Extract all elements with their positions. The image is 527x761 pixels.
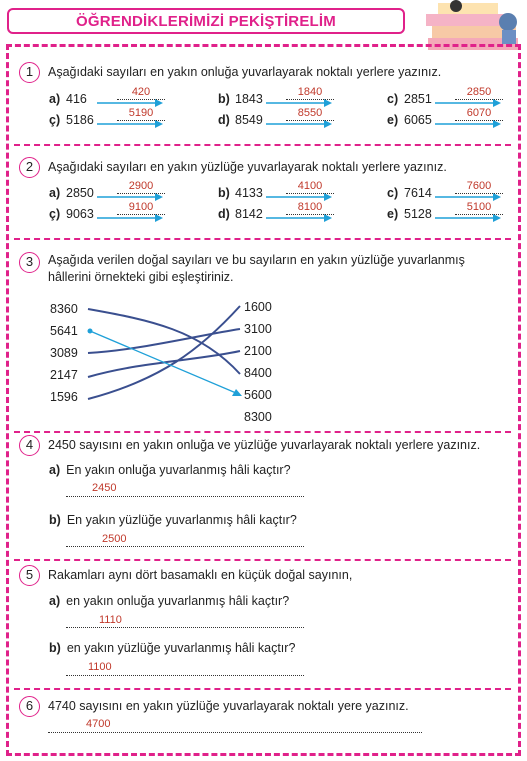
- match-line-8360: [88, 309, 240, 374]
- right-number: 8300: [244, 410, 272, 424]
- q4-answer-b: 2500: [102, 533, 127, 545]
- question-5-number: 5: [19, 565, 40, 586]
- right-number: 5600: [244, 388, 272, 402]
- question-1-number: 1: [19, 62, 40, 83]
- separator: [14, 431, 511, 433]
- q5-answer-b: 1100: [88, 661, 112, 673]
- question-5-text: Rakamları aynı dört basamaklı en küçük doğal sayının,: [48, 568, 353, 582]
- q4-dotted-line-b: [66, 546, 304, 547]
- q5-dotted-line-a: [66, 627, 304, 628]
- right-number: 8400: [244, 366, 272, 380]
- q5-sub-b: b) en yakın yüzlüğe yuvarlanmış hâli kaçtır?: [49, 641, 296, 655]
- right-number: 3100: [244, 322, 272, 336]
- right-number: 1600: [244, 300, 272, 314]
- separator: [14, 559, 511, 561]
- match-line-2147: [88, 351, 240, 377]
- q4-dotted-line-a: [66, 496, 304, 497]
- q5-dotted-line-b: [66, 675, 304, 676]
- left-number: 5641: [50, 324, 78, 338]
- question-3-number: 3: [19, 252, 40, 273]
- q5-sub-a: a) en yakın onluğa yuvarlanmış hâli kaçtır?: [49, 594, 290, 608]
- q4-answer-a: 2450: [92, 482, 117, 494]
- question-4-text: 2450 sayısını en yakın onluğa ve yüzlüğe yuvarlayarak noktalı yerlere yazınız.: [48, 438, 481, 452]
- question-1-text: Aşağıdaki sayıları en yakın onluğa yuvarlayarak noktalı yerlere yazınız.: [48, 65, 442, 79]
- example-arrow-5641: [90, 331, 236, 393]
- left-number: 8360: [50, 302, 78, 316]
- separator: [14, 688, 511, 690]
- question-2-number: 2: [19, 157, 40, 178]
- question-6-number: 6: [19, 696, 40, 717]
- example-arrow-start: [88, 329, 93, 334]
- q4-sub-a: a) En yakın onluğa yuvarlanmış hâli kaçtır?: [49, 463, 291, 477]
- left-number: 3089: [50, 346, 78, 360]
- question-3-text-line2: hâllerini örnekteki gibi eşleştiriniz.: [48, 270, 234, 284]
- q5-answer-a: 1110: [99, 614, 122, 626]
- question-3-text-line1: Aşağıda verilen doğal sayıları ve bu sayıların en yakın yüzlüğe yuvarlanmış: [48, 253, 465, 267]
- left-number: 1596: [50, 390, 78, 404]
- q6-dotted-line: [48, 732, 422, 733]
- question-6-text: 4740 sayısını en yakın yüzlüğe yuvarlayarak noktalı yere yazınız.: [48, 699, 409, 713]
- right-number: 2100: [244, 344, 272, 358]
- left-number: 2147: [50, 368, 78, 382]
- match-line-3089: [88, 329, 240, 353]
- page-title: ÖĞRENDİKLERİMİZİ PEKİŞTİRELİM: [76, 13, 336, 30]
- question-4-number: 4: [19, 435, 40, 456]
- q6-answer: 4700: [86, 718, 111, 730]
- q4-sub-b: b) En yakın yüzlüğe yuvarlanmış hâli kaçtır?: [49, 513, 297, 527]
- question-2-text: Aşağıdaki sayıları en yakın yüzlüğe yuvarlayarak noktalı yerlere yazınız.: [48, 160, 447, 174]
